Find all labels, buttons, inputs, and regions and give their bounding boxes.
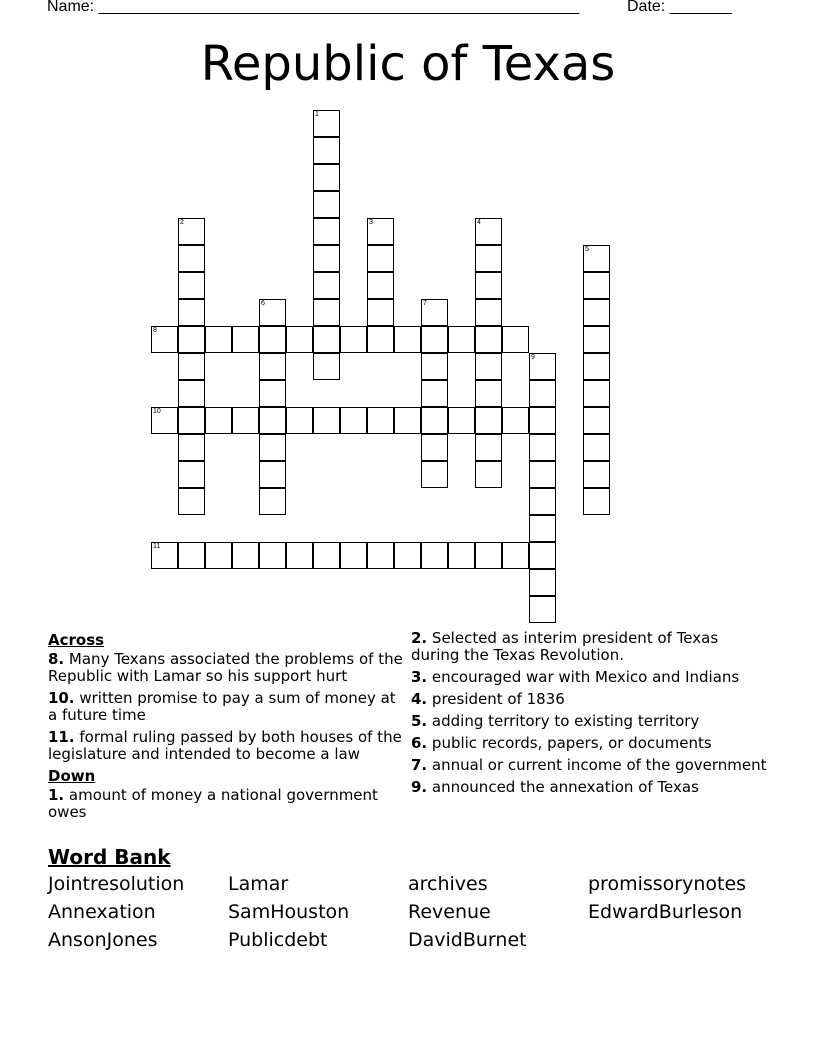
clues-left-column (48, 630, 408, 826)
cell-clue-number: 2 (180, 219, 184, 226)
clue-number: 10. (48, 689, 75, 707)
crossword-cell[interactable] (583, 326, 610, 353)
crossword-cell[interactable] (178, 407, 205, 434)
clue-number: 1. (48, 786, 65, 804)
crossword-cell[interactable] (583, 407, 610, 434)
crossword-cell[interactable] (313, 272, 340, 299)
crossword-cell[interactable] (421, 380, 448, 407)
crossword-cell[interactable] (529, 515, 556, 542)
word-bank-item: SamHouston (228, 901, 350, 923)
crossword-cell[interactable] (583, 245, 610, 272)
crossword-cell[interactable] (178, 461, 205, 488)
clue-number: 2. (411, 629, 428, 647)
cell-clue-number: 11 (153, 543, 161, 550)
crossword-cell[interactable] (313, 191, 340, 218)
clue-down-7 (411, 757, 771, 774)
crossword-cell[interactable] (583, 380, 610, 407)
clue-down-4 (411, 691, 771, 708)
crossword-cell[interactable] (421, 542, 448, 569)
crossword-cell[interactable] (205, 326, 232, 353)
word-bank-item: EdwardBurleson (588, 901, 743, 923)
cell-clue-number: 5 (585, 246, 589, 253)
crossword-cell[interactable] (232, 407, 259, 434)
crossword-cell[interactable] (475, 407, 502, 434)
cell-clue-number: 1 (315, 111, 319, 118)
crossword-cell[interactable] (178, 218, 205, 245)
clue-down-2 (411, 630, 771, 664)
crossword-cell[interactable] (178, 380, 205, 407)
crossword-cell[interactable] (313, 326, 340, 353)
crossword-cell[interactable] (259, 353, 286, 380)
crossword-cell[interactable] (259, 461, 286, 488)
crossword-cell[interactable] (232, 542, 259, 569)
crossword-cell[interactable] (502, 407, 529, 434)
clue-text: adding territory to existing territory (431, 712, 700, 730)
word-bank-item: AnsonJones (48, 929, 158, 951)
crossword-cell[interactable] (448, 407, 475, 434)
word-bank-item: Lamar (228, 873, 289, 895)
crossword-cell[interactable] (313, 299, 340, 326)
crossword-cell[interactable] (475, 245, 502, 272)
crossword-cell[interactable] (421, 461, 448, 488)
clue-down-9 (411, 779, 771, 796)
crossword-cell[interactable] (475, 353, 502, 380)
crossword-cell[interactable] (475, 542, 502, 569)
crossword-cell[interactable] (313, 164, 340, 191)
cell-clue-number: 6 (261, 300, 265, 307)
clue-text: Selected as interim president of Texas during the Texas Revolution. (411, 629, 719, 664)
crossword-cell[interactable] (151, 326, 178, 353)
clue-number: 11. (48, 728, 75, 746)
word-bank (48, 873, 808, 951)
crossword-cell[interactable] (340, 407, 367, 434)
crossword-cell[interactable] (178, 326, 205, 353)
crossword-cell[interactable] (475, 326, 502, 353)
word-bank-item: Annexation (48, 901, 156, 923)
crossword-cell[interactable] (259, 542, 286, 569)
cell-clue-number: 10 (153, 408, 161, 415)
crossword-cell[interactable] (367, 299, 394, 326)
crossword-cell[interactable] (232, 326, 259, 353)
cell-clue-number: 3 (369, 219, 373, 226)
crossword-cell[interactable] (529, 461, 556, 488)
crossword-cell[interactable] (448, 542, 475, 569)
crossword-cell[interactable] (583, 299, 610, 326)
word-bank-item: archives (408, 873, 488, 895)
crossword-cell[interactable] (529, 542, 556, 569)
crossword-cell[interactable] (367, 407, 394, 434)
cell-clue-number: 7 (423, 300, 427, 307)
clue-number: 8. (48, 650, 65, 668)
crossword-cell[interactable] (367, 542, 394, 569)
crossword-cell[interactable] (529, 380, 556, 407)
crossword-cell[interactable] (529, 488, 556, 515)
clue-down-3 (411, 669, 771, 686)
cell-clue-number: 9 (531, 354, 535, 361)
word-bank-item: Publicdebt (228, 929, 328, 951)
crossword-cell[interactable] (475, 218, 502, 245)
name-field-line: Name: ______________________________________________________ (47, 0, 580, 15)
clue-down-5 (411, 713, 771, 730)
clue-text: president of 1836 (431, 690, 565, 708)
crossword-cell[interactable] (502, 326, 529, 353)
crossword-cell[interactable] (583, 272, 610, 299)
word-bank-title: Word Bank (48, 845, 171, 869)
clue-number: 3. (411, 668, 428, 686)
clue-number: 4. (411, 690, 428, 708)
crossword-cell[interactable] (178, 299, 205, 326)
crossword-cell[interactable] (313, 353, 340, 380)
crossword-cell[interactable] (286, 407, 313, 434)
crossword-cell[interactable] (286, 326, 313, 353)
crossword-cell[interactable] (502, 542, 529, 569)
clues-right-column (411, 630, 771, 801)
crossword-cell[interactable] (313, 245, 340, 272)
crossword-cell[interactable] (313, 110, 340, 137)
crossword-cell[interactable] (313, 542, 340, 569)
crossword-cell[interactable] (340, 542, 367, 569)
crossword-cell[interactable] (313, 218, 340, 245)
crossword-cell[interactable] (583, 461, 610, 488)
crossword-cell[interactable] (475, 299, 502, 326)
crossword-cell[interactable] (259, 488, 286, 515)
crossword-cell[interactable] (259, 299, 286, 326)
date-field-line: Date: _______ (627, 0, 732, 15)
crossword-cell[interactable] (367, 218, 394, 245)
crossword-cell[interactable] (367, 245, 394, 272)
clue-number: 7. (411, 756, 428, 774)
crossword-cell[interactable] (313, 137, 340, 164)
crossword-cell[interactable] (475, 461, 502, 488)
cell-clue-number: 8 (153, 327, 157, 334)
crossword-cell[interactable] (178, 434, 205, 461)
crossword-cell[interactable] (367, 272, 394, 299)
crossword-cell[interactable] (259, 326, 286, 353)
crossword-cell[interactable] (205, 542, 232, 569)
crossword-cell[interactable] (421, 353, 448, 380)
down-heading: Down (48, 767, 96, 785)
clue-text: annual or current income of the government (431, 756, 767, 774)
crossword-cell[interactable] (475, 380, 502, 407)
crossword-cell[interactable] (313, 407, 340, 434)
crossword-cell[interactable] (340, 326, 367, 353)
puzzle-title: Republic of Texas (200, 36, 616, 92)
across-heading: Across (48, 631, 105, 649)
cell-clue-number: 4 (477, 219, 481, 226)
clue-across-11 (48, 729, 408, 763)
crossword-cell[interactable] (259, 434, 286, 461)
crossword-cell[interactable] (178, 353, 205, 380)
crossword-cell[interactable] (394, 542, 421, 569)
crossword-cell[interactable] (475, 434, 502, 461)
crossword-cell[interactable] (205, 407, 232, 434)
crossword-cell[interactable] (151, 542, 178, 569)
clue-down-6 (411, 735, 771, 752)
crossword-cell[interactable] (448, 326, 475, 353)
crossword-cell[interactable] (178, 488, 205, 515)
crossword-cell[interactable] (421, 299, 448, 326)
clue-number: 6. (411, 734, 428, 752)
word-bank-item: Revenue (408, 901, 491, 923)
crossword-cell[interactable] (475, 272, 502, 299)
crossword-cell[interactable] (529, 569, 556, 596)
clue-across-10 (48, 690, 408, 724)
crossword-cell[interactable] (529, 596, 556, 623)
crossword-cell[interactable] (151, 407, 178, 434)
clue-across-8 (48, 651, 408, 685)
clue-text: formal ruling passed by both houses of the legislature and intended to become a law (48, 728, 402, 763)
crossword-cell[interactable] (583, 353, 610, 380)
crossword-cell[interactable] (529, 407, 556, 434)
crossword-cell[interactable] (178, 272, 205, 299)
crossword-cell[interactable] (259, 407, 286, 434)
clue-down-1 (48, 787, 408, 821)
clue-text: announced the annexation of Texas (431, 778, 699, 796)
crossword-cell[interactable] (421, 326, 448, 353)
crossword-cell[interactable] (259, 380, 286, 407)
crossword-cell[interactable] (178, 245, 205, 272)
crossword-cell[interactable] (394, 326, 421, 353)
clue-number: 9. (411, 778, 428, 796)
crossword-cell[interactable] (529, 434, 556, 461)
clue-text: written promise to pay a sum of money at a future time (48, 689, 396, 724)
clue-number: 5. (411, 712, 428, 730)
clue-text: Many Texans associated the problems of the Republic with Lamar so his support hurt (48, 650, 403, 685)
clue-text: public records, papers, or documents (431, 734, 712, 752)
crossword-cell[interactable] (421, 407, 448, 434)
clue-text: amount of money a national government owes (48, 786, 378, 821)
crossword-cell[interactable] (367, 326, 394, 353)
crossword-cell[interactable] (529, 353, 556, 380)
word-bank-item: Jointresolution (48, 873, 185, 895)
word-bank-item: DavidBurnet (408, 929, 527, 951)
clue-text: encouraged war with Mexico and Indians (431, 668, 740, 686)
crossword-cell[interactable] (394, 407, 421, 434)
crossword-cell[interactable] (178, 542, 205, 569)
crossword-cell[interactable] (583, 434, 610, 461)
crossword-cell[interactable] (583, 488, 610, 515)
word-bank-item: promissorynotes (588, 873, 747, 895)
crossword-cell[interactable] (286, 542, 313, 569)
crossword-cell[interactable] (421, 434, 448, 461)
